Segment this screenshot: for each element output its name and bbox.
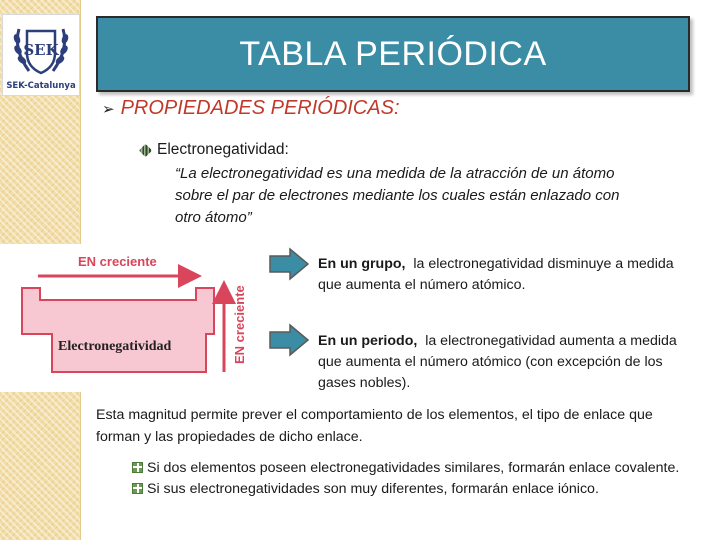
slide-title-box bbox=[96, 16, 690, 92]
square-bullet-icon bbox=[132, 483, 143, 494]
periodic-table-diagram bbox=[0, 244, 250, 392]
logo-monogram: SEK bbox=[23, 41, 59, 59]
definition-quote: “La electronegatividad es una medida de la atracción de un átomo sobre el par de electrones mediante los cuales están enlazado con otro átomo” bbox=[175, 165, 620, 226]
school-logo bbox=[2, 14, 80, 96]
laurel-crest-icon bbox=[9, 17, 73, 79]
diagram-label-side: EN creciente bbox=[232, 285, 247, 364]
group-trend-bold: En un grupo, bbox=[318, 256, 406, 272]
bond-type-list bbox=[132, 458, 692, 500]
subheading bbox=[140, 141, 289, 159]
arrow-bullet-icon: ➢ bbox=[102, 101, 115, 118]
list-item bbox=[132, 479, 692, 500]
square-bullet-icon bbox=[132, 462, 143, 473]
section-heading bbox=[102, 97, 400, 120]
period-trend-body: la electronegatividad aumenta a medida que aumenta el número atómico (con excepción de los gases nobles). bbox=[318, 333, 677, 391]
right-arrow-icon bbox=[268, 323, 310, 357]
list-item-text: Si sus electronegatividades son muy diferentes, formarán enlace iónico. bbox=[147, 481, 599, 497]
subheading-text: Electronegatividad: bbox=[157, 141, 289, 158]
period-trend-bold: En un periodo, bbox=[318, 333, 418, 349]
slide-title: TABLA PERIÓDICA bbox=[239, 34, 547, 73]
right-arrow-icon bbox=[268, 247, 310, 281]
logo-text: SEK-Catalunya bbox=[6, 81, 76, 91]
diagram-label-top: EN creciente bbox=[78, 254, 157, 269]
group-trend-body: la electronegatividad disminuye a medida que aumenta el número atómico. bbox=[318, 256, 674, 293]
summary-paragraph: Esta magnitud permite prever el comportamiento de los elementos, el tipo de enlace que forman y las propiedades de dicho enlace. bbox=[96, 407, 653, 445]
periodic-table-outline bbox=[22, 288, 214, 372]
list-item-text: Si dos elementos poseen electronegatividades similares, formarán enlace covalente. bbox=[147, 460, 680, 476]
period-trend-text bbox=[318, 331, 682, 394]
list-item bbox=[132, 458, 692, 479]
diamond-bullet-icon bbox=[139, 143, 152, 156]
section-heading-text: PROPIEDADES PERIÓDICAS: bbox=[120, 97, 400, 119]
group-trend-text bbox=[318, 254, 678, 296]
diagram-label-center: Electronegatividad bbox=[58, 339, 172, 354]
